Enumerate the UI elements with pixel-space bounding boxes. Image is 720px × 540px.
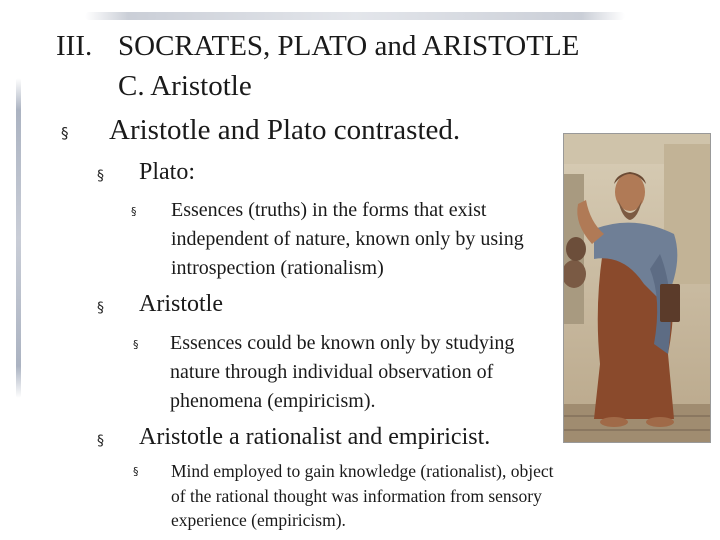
rationalist-empiricist-detail: Mind employed to gain knowledge (rationalist), object of the rational thought was information from sensory experience (empiricism). — [171, 461, 554, 530]
rationalist-empiricist-label: Aristotle a rationalist and empiricist. — [139, 424, 491, 450]
page-subtitle: C. Aristotle — [118, 70, 252, 102]
bullet-icon: § — [131, 205, 137, 218]
main-point: Aristotle and Plato contrasted. — [109, 114, 461, 146]
heading-numeral: III. — [56, 30, 93, 62]
page-title: SOCRATES, PLATO and ARISTOTLE — [118, 30, 580, 62]
bullet-icon: § — [133, 338, 139, 351]
plato-label: Plato: — [139, 159, 196, 185]
bullet-icon: § — [133, 465, 139, 478]
bullet-icon: § — [97, 168, 104, 184]
aristotle-label: Aristotle — [139, 291, 223, 317]
aristotle-figure-icon — [564, 134, 710, 442]
aristotle-painting — [563, 133, 711, 443]
bullet-icon: § — [97, 433, 104, 449]
bullet-icon: § — [61, 124, 69, 142]
bullet-icon: § — [97, 300, 104, 316]
plato-detail: Essences (truths) in the forms that exist independent of nature, known only by using introspection (rationalism) — [171, 199, 524, 279]
decorative-side-stroke — [16, 78, 21, 398]
decorative-top-stroke — [85, 12, 625, 20]
aristotle-detail: Essences could be known only by studying nature through individual observation of phenomena (empiricism). — [170, 332, 515, 412]
